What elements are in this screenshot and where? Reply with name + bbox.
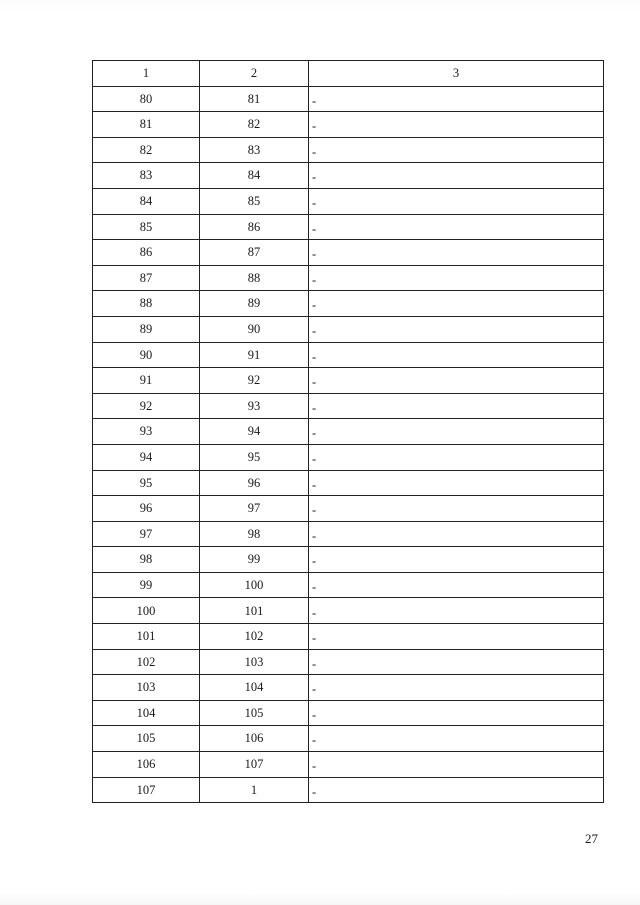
row-cell-col3: - — [309, 316, 604, 342]
row-cell-col1: 98 — [93, 547, 200, 573]
row-cell-col3: - — [309, 572, 604, 598]
row-cell-col3: - — [309, 624, 604, 650]
row-cell-col1: 88 — [93, 291, 200, 317]
row-cell-col3: - — [309, 137, 604, 163]
table-row — [93, 188, 604, 214]
row-cell-col1: 104 — [93, 700, 200, 726]
row-cell-col3: - — [309, 393, 604, 419]
row-cell-col3: - — [309, 598, 604, 624]
row-cell-col3: - — [309, 675, 604, 701]
row-cell-col2: 89 — [200, 291, 309, 317]
row-cell-col1: 80 — [93, 86, 200, 112]
row-cell-col3: - — [309, 419, 604, 445]
row-cell-col1: 90 — [93, 342, 200, 368]
row-cell-col2: 91 — [200, 342, 309, 368]
row-cell-col3: - — [309, 112, 604, 138]
table-row — [93, 163, 604, 189]
row-cell-col1: 85 — [93, 214, 200, 240]
table-row — [93, 547, 604, 573]
row-cell-col3: - — [309, 752, 604, 778]
table-row — [93, 265, 604, 291]
table-row — [93, 521, 604, 547]
table-row — [93, 86, 604, 112]
row-cell-col1: 101 — [93, 624, 200, 650]
table-row — [93, 214, 604, 240]
table-row — [93, 726, 604, 752]
row-cell-col2: 82 — [200, 112, 309, 138]
row-cell-col2: 88 — [200, 265, 309, 291]
row-cell-col2: 105 — [200, 700, 309, 726]
row-cell-col1: 89 — [93, 316, 200, 342]
row-cell-col1: 99 — [93, 572, 200, 598]
page-number: 27 — [585, 831, 598, 846]
table-header-row — [93, 61, 604, 87]
row-cell-col2: 90 — [200, 316, 309, 342]
row-cell-col1: 103 — [93, 675, 200, 701]
row-cell-col1: 100 — [93, 598, 200, 624]
row-cell-col2: 100 — [200, 572, 309, 598]
row-cell-col2: 96 — [200, 470, 309, 496]
row-cell-col3: - — [309, 291, 604, 317]
row-cell-col2: 87 — [200, 240, 309, 266]
row-cell-col3: - — [309, 342, 604, 368]
row-cell-col2: 106 — [200, 726, 309, 752]
table-row — [93, 496, 604, 522]
row-cell-col1: 81 — [93, 112, 200, 138]
row-cell-col1: 86 — [93, 240, 200, 266]
row-cell-col2: 97 — [200, 496, 309, 522]
row-cell-col1: 97 — [93, 521, 200, 547]
row-cell-col1: 107 — [93, 777, 200, 803]
row-cell-col1: 94 — [93, 444, 200, 470]
row-cell-col2: 98 — [200, 521, 309, 547]
data-table — [92, 60, 604, 803]
table-row — [93, 777, 604, 803]
row-cell-col2: 104 — [200, 675, 309, 701]
row-cell-col2: 99 — [200, 547, 309, 573]
row-cell-col3: - — [309, 521, 604, 547]
column-header-3: 3 — [309, 61, 604, 87]
row-cell-col2: 83 — [200, 137, 309, 163]
row-cell-col2: 1 — [200, 777, 309, 803]
row-cell-col3: - — [309, 777, 604, 803]
row-cell-col3: - — [309, 726, 604, 752]
table-row — [93, 342, 604, 368]
table-row — [93, 649, 604, 675]
table-row — [93, 393, 604, 419]
row-cell-col1: 91 — [93, 368, 200, 394]
column-header-1: 1 — [93, 61, 200, 87]
table-row — [93, 470, 604, 496]
row-cell-col2: 101 — [200, 598, 309, 624]
row-cell-col2: 94 — [200, 419, 309, 445]
row-cell-col2: 103 — [200, 649, 309, 675]
row-cell-col1: 87 — [93, 265, 200, 291]
row-cell-col3: - — [309, 240, 604, 266]
row-cell-col3: - — [309, 368, 604, 394]
row-cell-col3: - — [309, 496, 604, 522]
row-cell-col1: 106 — [93, 752, 200, 778]
row-cell-col2: 85 — [200, 188, 309, 214]
row-cell-col1: 83 — [93, 163, 200, 189]
table-row — [93, 240, 604, 266]
row-cell-col3: - — [309, 649, 604, 675]
table-body — [93, 61, 604, 803]
column-header-2: 2 — [200, 61, 309, 87]
row-cell-col1: 84 — [93, 188, 200, 214]
row-cell-col1: 82 — [93, 137, 200, 163]
row-cell-col2: 86 — [200, 214, 309, 240]
row-cell-col3: - — [309, 700, 604, 726]
row-cell-col2: 84 — [200, 163, 309, 189]
table-row — [93, 291, 604, 317]
row-cell-col3: - — [309, 265, 604, 291]
row-cell-col1: 105 — [93, 726, 200, 752]
row-cell-col2: 92 — [200, 368, 309, 394]
row-cell-col2: 102 — [200, 624, 309, 650]
table-row — [93, 624, 604, 650]
row-cell-col3: - — [309, 188, 604, 214]
row-cell-col1: 95 — [93, 470, 200, 496]
row-cell-col3: - — [309, 547, 604, 573]
table-row — [93, 752, 604, 778]
row-cell-col2: 95 — [200, 444, 309, 470]
row-cell-col2: 81 — [200, 86, 309, 112]
row-cell-col1: 96 — [93, 496, 200, 522]
table-row — [93, 572, 604, 598]
row-cell-col2: 107 — [200, 752, 309, 778]
table-row — [93, 598, 604, 624]
table-row — [93, 419, 604, 445]
row-cell-col2: 93 — [200, 393, 309, 419]
row-cell-col1: 92 — [93, 393, 200, 419]
table-row — [93, 675, 604, 701]
table-row — [93, 112, 604, 138]
table-row — [93, 316, 604, 342]
row-cell-col1: 93 — [93, 419, 200, 445]
table-row — [93, 368, 604, 394]
row-cell-col3: - — [309, 86, 604, 112]
row-cell-col3: - — [309, 470, 604, 496]
table-row — [93, 444, 604, 470]
row-cell-col1: 102 — [93, 649, 200, 675]
row-cell-col3: - — [309, 214, 604, 240]
table-row — [93, 137, 604, 163]
row-cell-col3: - — [309, 163, 604, 189]
table-row — [93, 700, 604, 726]
row-cell-col3: - — [309, 444, 604, 470]
